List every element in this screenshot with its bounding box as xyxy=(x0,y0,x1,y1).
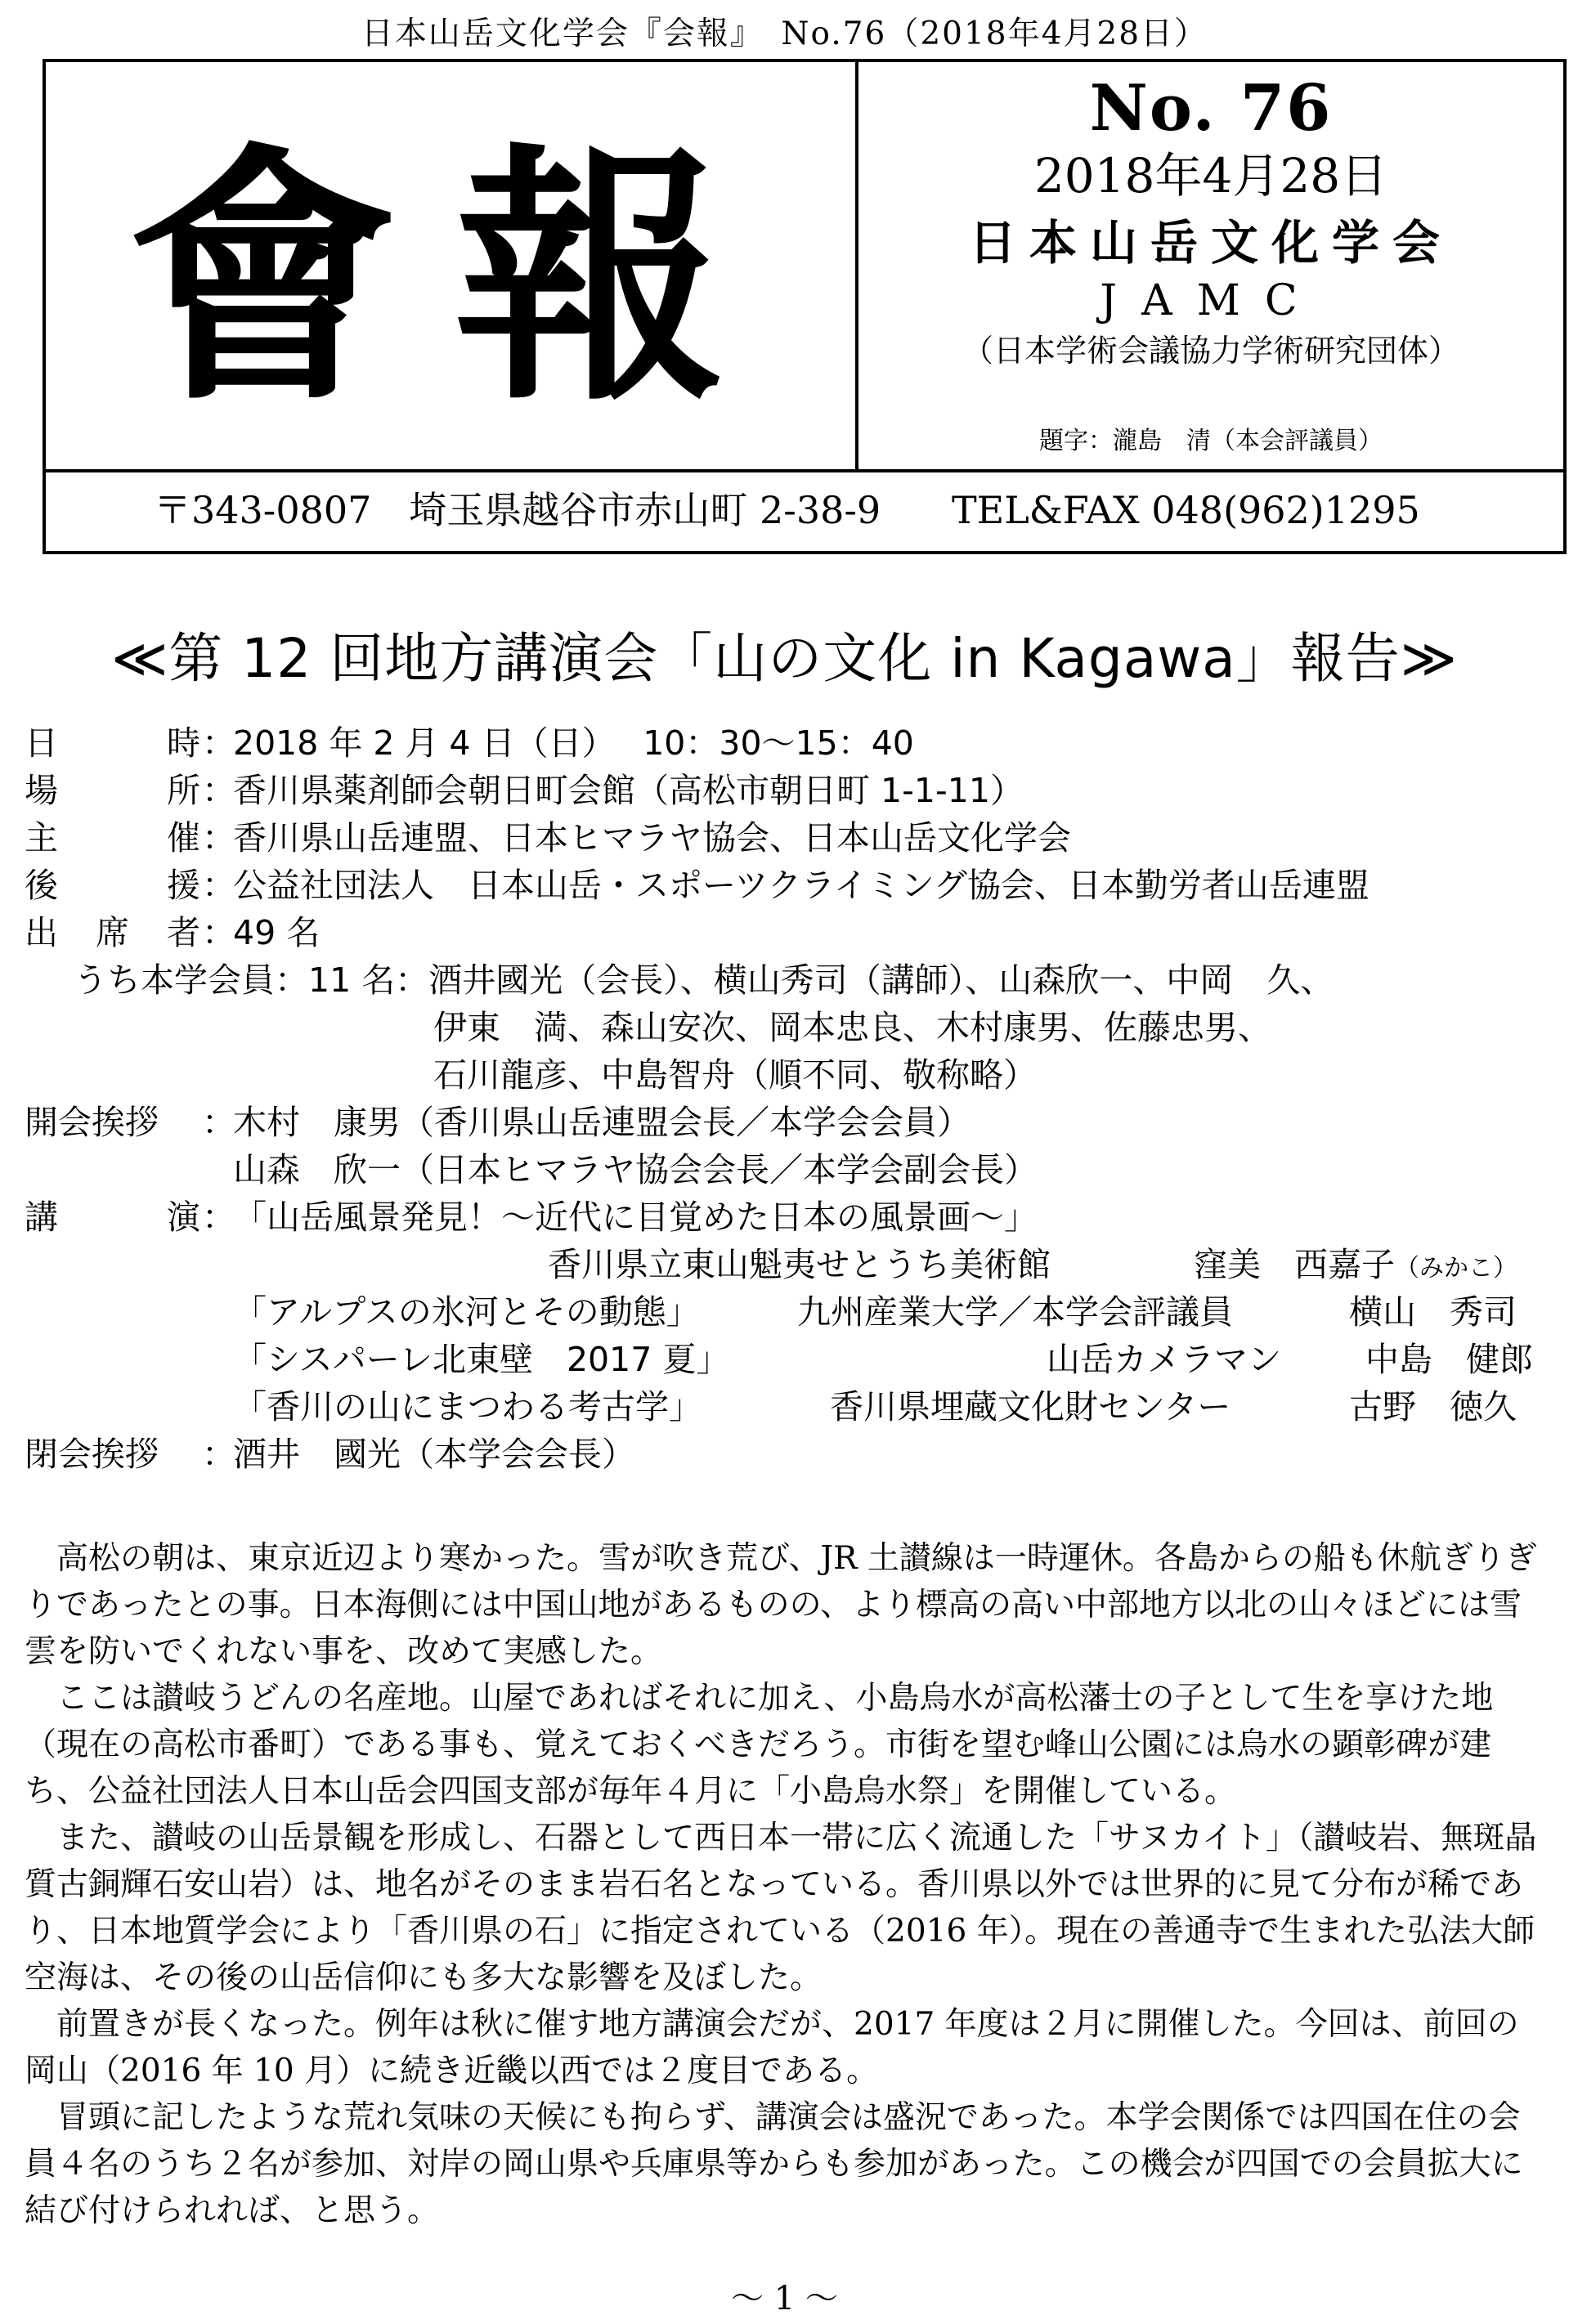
members-line-1: うち本学会員：11 名：酒井國光（会長）、横山秀司（講師）、山森欣一、中岡 久、 xyxy=(74,960,1334,1000)
info-label-attendees xyxy=(25,909,200,956)
members-line-3: 石川龍彦、中島智舟（順不同、敬称略） xyxy=(433,1055,1037,1095)
info-label-date xyxy=(25,719,200,767)
label-text: 閉会挨拶 xyxy=(25,1435,159,1474)
lecture-affiliation: 香川県埋蔵文化財センター xyxy=(830,1387,1231,1426)
label-text: 講 演 xyxy=(25,1198,200,1237)
page-number: ～ 1 ～ xyxy=(731,2280,838,2317)
body-paragraph: ここは讃岐うどんの名産地。山屋であればそれに加え、小島烏水が高松藩士の子として生を享けた地（現在の高松市番町）である事も、覚えておくべきだろう。市街を望む峰山公園には烏水の顕彰碑が建ち、公益社団法人日本山岳会四国支部が毎年４月に「小島烏水祭」を開催している。 xyxy=(25,1680,1494,1810)
members-line-2: 伊東 満、森山安次、岡本忠良、木村康男、佐藤忠男、 xyxy=(433,1008,1271,1047)
colon: ： xyxy=(202,1103,235,1142)
label-text: 出 席 者 xyxy=(25,913,200,952)
lecture-title: 「香川の山にまつわる考古学」 xyxy=(233,1387,702,1426)
label-text: 後 援 xyxy=(25,866,200,905)
running-header: 日本山岳文化学会『会報』 No.76（2018年4月28日） xyxy=(361,16,1208,52)
masthead-address-bar xyxy=(46,469,1563,551)
info-value-opening-1: 木村 康男（香川県山岳連盟会長／本学会会員） xyxy=(233,1103,971,1142)
info-value-closing: 酒井 國光（本学会会長） xyxy=(233,1435,635,1474)
info-label-closing xyxy=(25,1431,200,1478)
lecture-title: 「アルプスの氷河とその動態」 xyxy=(233,1292,700,1332)
lecture-speaker xyxy=(1194,1241,1517,1292)
article-body xyxy=(25,1535,1545,2234)
info-value-opening-2: 山森 欣一（日本ヒマラヤ協会会長／本学会副会長） xyxy=(233,1150,1038,1189)
masthead-info-panel xyxy=(858,62,1563,469)
body-paragraph: 前置きが長くなった。例年は秋に催す地方講演会だが、2017 年度は２月に開催した。今回は、前回の岡山（2016 年 10 月）に続き近畿以西では２度目である。 xyxy=(25,2006,1519,2089)
postal-address: 〒343-0807 埼玉県越谷市赤山町 2-38-9 xyxy=(154,488,881,532)
colon: ： xyxy=(202,1435,235,1474)
info-label-support xyxy=(25,862,200,909)
label-text: 主 催 xyxy=(25,818,200,858)
body-paragraph: 高松の朝は、東京近辺より寒かった。雪が吹き荒び、JR 土讃線は一時運休。各島からの船も休航ぎりぎりであったとの事。日本海側には中国山地があるものの、より標高の高い中部地方以北の山々ほどには雪雲を防いでくれない事を、改めて実感した。 xyxy=(25,1540,1537,1670)
org-abbreviation: JAMC xyxy=(1100,276,1322,325)
tel-fax: TEL&FAX 048(962)1295 xyxy=(952,488,1420,532)
label-text: 開会挨拶 xyxy=(25,1103,159,1142)
lecture-title: 「シスパーレ北東壁 2017 夏」 xyxy=(233,1340,730,1379)
org-name: 日本山岳文化学会 xyxy=(968,215,1453,271)
masthead-top xyxy=(46,62,1563,472)
info-value-date: 2018 年 2 月 4 日（日） 10：30～15：40 xyxy=(233,723,914,763)
org-subtitle: （日本学術会議協力学術研究団体） xyxy=(962,333,1459,369)
speaker-reading: （みかこ） xyxy=(1395,1254,1517,1283)
issue-date: 2018年4月28日 xyxy=(1033,148,1388,204)
label-text: 日 時 xyxy=(25,723,200,763)
masthead-logo-panel xyxy=(46,62,858,469)
calligraphy-logo xyxy=(119,128,790,422)
lecture-speaker: 横山 秀司 xyxy=(1349,1292,1517,1332)
info-value-host: 香川県山岳連盟、日本ヒマラヤ協会、日本山岳文化学会 xyxy=(233,818,1071,858)
colon: ： xyxy=(202,913,235,952)
info-value-support: 公益社団法人 日本山岳・スポーツクライミング協会、日本勤労者山岳連盟 xyxy=(233,866,1370,905)
info-label-venue xyxy=(25,767,200,814)
calligrapher-credit: 題字：瀧島 清（本会評議員） xyxy=(1039,427,1383,455)
lecture-affiliation: 山岳カメラマン xyxy=(1047,1340,1281,1379)
lecture-affiliation: 香川県立東山魁夷せとうち美術館 xyxy=(548,1245,1051,1284)
info-label-opening xyxy=(25,1099,200,1146)
info-value-attendees: 49 名 xyxy=(233,913,321,952)
speaker-name: 窪美 西嘉子 xyxy=(1194,1245,1395,1284)
body-paragraph: また、讃岐の山岳景観を形成し、石器として西日本一帯に広く流通した「サヌカイト」（讃岐岩、無斑晶質古銅輝石安山岩）は、地名がそのまま岩石名となっている。香川県以外では世界的に見て分布が稀であり、日本地質学会により「香川県の石」に指定されている（2016 年）。現在の善通寺で生まれた弘法大師空海は、その後の山岳信仰にも多大な影響を及ぼした。 xyxy=(25,1820,1537,1996)
lecture-title: 「山岳風景発見！～近代に目覚めた日本の風景画～」 xyxy=(233,1198,1038,1237)
issue-number: No. 76 xyxy=(1089,71,1333,146)
colon: ： xyxy=(202,866,235,905)
body-paragraph: 冒頭に記したような荒れ気味の天候にも拘らず、講演会は盛況であった。本学会関係では四国在住の会員４名のうち２名が参加、対岸の岡山県や兵庫県等からも参加があった。この機会が四国での会員拡大に結び付けられれば、と思う。 xyxy=(25,2099,1523,2229)
lecture-speaker: 中島 健郎 xyxy=(1365,1340,1533,1379)
lecture-speaker: 古野 徳久 xyxy=(1349,1387,1517,1426)
colon: ： xyxy=(202,818,235,858)
label-text: 場 所 xyxy=(25,771,200,810)
info-value-venue: 香川県薬剤師会朝日町会館（高松市朝日町 1-1-11） xyxy=(233,771,1024,810)
colon: ： xyxy=(202,1198,235,1237)
lecture-affiliation: 九州産業大学／本学会評議員 xyxy=(797,1292,1233,1332)
logo-text: 會報 xyxy=(128,128,782,422)
colon: ： xyxy=(202,723,235,763)
article-title: ≪第 12 回地方講演会「山の文化 in Kagawa」報告≫ xyxy=(111,627,1458,690)
masthead xyxy=(43,59,1567,554)
info-label-host xyxy=(25,814,200,862)
colon: ： xyxy=(202,771,235,810)
info-label-lecture xyxy=(25,1193,200,1241)
